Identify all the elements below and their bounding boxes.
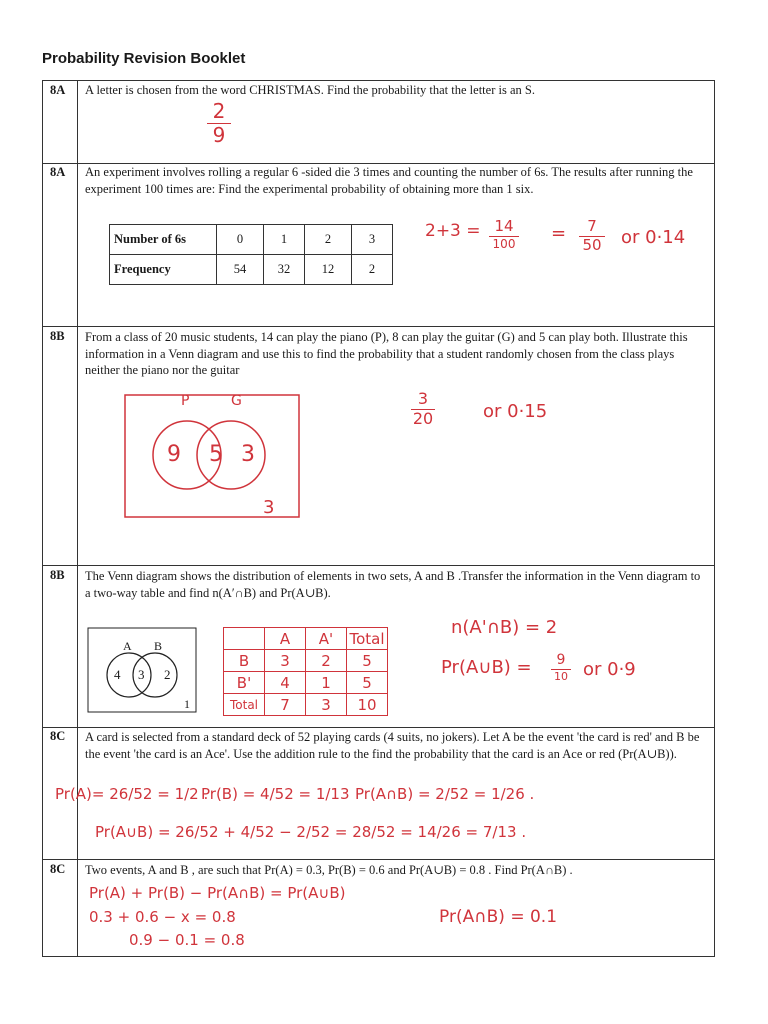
row-divider xyxy=(43,326,714,327)
question-text: Two events, A and B , are such that Pr(A) = 0.3, Pr(B) = 0.6 and Pr(A∪B) = 0.8 . Find Pr(A∩B) . xyxy=(85,863,573,877)
venn-region-value: 3 xyxy=(138,667,145,682)
table-cell: 10 xyxy=(347,694,388,716)
table-header xyxy=(224,628,265,650)
table-header: A' xyxy=(306,628,347,650)
fraction-numerator: 3 xyxy=(417,389,429,408)
venn-region-value: 3 xyxy=(263,497,275,518)
handwritten-answer xyxy=(207,101,231,146)
table-cell: 1 xyxy=(306,672,347,694)
fraction-numerator: 14 xyxy=(494,217,514,235)
handwritten-answer: or 0·15 xyxy=(483,401,548,422)
venn-label: G xyxy=(231,393,242,409)
fraction-denominator: 9 xyxy=(212,123,226,147)
column-divider xyxy=(77,81,78,956)
venn-region-value: 1 xyxy=(184,697,190,711)
table-header: A xyxy=(265,628,306,650)
fraction-numerator: 7 xyxy=(587,217,597,235)
fraction-denominator: 50 xyxy=(582,235,602,254)
handwritten-working: Pr(A)= 26/52 = 1/2 . xyxy=(55,785,209,803)
handwritten-working: 2+3 = xyxy=(425,221,481,241)
handwritten-working: Pr(A∩B) = 2/52 = 1/26 . xyxy=(355,785,535,803)
table-cell: 5 xyxy=(347,650,388,672)
handwritten-equals: = xyxy=(551,223,567,244)
question-code: 8A xyxy=(50,83,66,97)
question-code: 8C xyxy=(50,729,66,743)
question-text: From a class of 20 music students, 14 can play the piano (P), 8 can play the guitar (G) and 5 can play both. Illustrate this information in a Venn diagram and use this to find the probability that a student randomly chosen from the class plays neither the piano nor the guitar xyxy=(85,330,688,377)
handwritten-answer: Pr(A∩B) = 0.1 xyxy=(439,907,558,927)
handwritten-fraction xyxy=(579,219,605,254)
table-cell: 3 xyxy=(352,225,393,255)
fraction-denominator: 10 xyxy=(554,669,568,683)
table-row-label: Total xyxy=(224,694,265,716)
venn-region-value: 3 xyxy=(241,442,255,467)
table-row-label: Frequency xyxy=(110,255,217,285)
venn-region-value: 2 xyxy=(164,667,171,682)
page-title: Probability Revision Booklet xyxy=(42,50,246,67)
handwritten-working: 0.9 − 0.1 = 0.8 xyxy=(129,931,245,949)
table-cell: 4 xyxy=(265,672,306,694)
table-cell: 2 xyxy=(305,225,352,255)
venn-label: A xyxy=(123,639,132,653)
handwritten-working: 0.3 + 0.6 − x = 0.8 xyxy=(89,908,236,926)
question-table xyxy=(42,80,715,957)
question-code: 8B xyxy=(50,568,65,582)
handwritten-working: Pr(B) = 4/52 = 1/13 xyxy=(201,785,350,803)
table-cell: 5 xyxy=(347,672,388,694)
fraction-denominator: 100 xyxy=(492,236,516,251)
venn-region-value: 9 xyxy=(167,442,181,467)
question-text: A card is selected from a standard deck of 52 playing cards (4 suits, no jokers). Let A be the event 'the card is red' and B be the event 'the card is an Ace'. Use the addition rule to the find the probability that the card is an Ace or red (Pr(A∪B)). xyxy=(85,730,700,761)
question-text: A letter is chosen from the word CHRISTMAS. Find the probability that the letter is an S. xyxy=(85,83,535,97)
two-way-table xyxy=(223,627,388,716)
handwritten-fraction xyxy=(551,653,571,682)
handwritten-answer: n(A'∩B) = 2 xyxy=(451,617,558,638)
row-divider xyxy=(43,727,714,728)
table-row-label: B' xyxy=(224,672,265,694)
question-code: 8C xyxy=(50,862,66,876)
handwritten-answer: or 0·14 xyxy=(621,227,686,248)
venn-label: P xyxy=(181,393,190,409)
fraction-numerator: 2 xyxy=(212,99,226,123)
handwritten-fraction xyxy=(489,219,519,250)
handwritten-working: Pr(A∪B) = xyxy=(441,657,532,678)
handwritten-working: Pr(A) + Pr(B) − Pr(A∩B) = Pr(A∪B) xyxy=(89,884,346,902)
table-cell: 7 xyxy=(265,694,306,716)
table-cell: 0 xyxy=(217,225,264,255)
table-cell: 3 xyxy=(265,650,306,672)
table-cell: 12 xyxy=(305,255,352,285)
table-cell: 32 xyxy=(264,255,305,285)
fraction-denominator: 20 xyxy=(412,408,434,428)
table-header: Total xyxy=(347,628,388,650)
row-divider xyxy=(43,859,714,860)
table-row-label: B xyxy=(224,650,265,672)
question-text: An experiment involves rolling a regular 6 -sided die 3 times and counting the number of 6s. The results after running the experiment 100 times are: Find the experimental probability of obtaining more than 1 six. xyxy=(85,165,693,196)
question-code: 8B xyxy=(50,329,65,343)
table-cell: 1 xyxy=(264,225,305,255)
frequency-table xyxy=(109,224,393,285)
venn-region-value: 5 xyxy=(209,442,223,467)
row-divider xyxy=(43,565,714,566)
table-cell: 2 xyxy=(352,255,393,285)
handwritten-answer: or 0·9 xyxy=(583,659,636,680)
table-cell: 2 xyxy=(306,650,347,672)
fraction-numerator: 9 xyxy=(556,652,566,668)
table-cell: 54 xyxy=(217,255,264,285)
table-row-label: Number of 6s xyxy=(110,225,217,255)
question-code: 8A xyxy=(50,165,66,179)
venn-label: B xyxy=(154,639,163,653)
handwritten-answer xyxy=(411,391,435,428)
venn-region-value: 4 xyxy=(114,667,121,682)
table-cell: 3 xyxy=(306,694,347,716)
question-text: The Venn diagram shows the distribution of elements in two sets, A and B .Transfer the information in the Venn diagram to a two-way table and find n(A′∩B) and Pr(A∪B). xyxy=(85,569,701,600)
handwritten-working: Pr(A∪B) = 26/52 + 4/52 − 2/52 = 28/52 = 14/26 = 7/13 . xyxy=(95,823,527,841)
